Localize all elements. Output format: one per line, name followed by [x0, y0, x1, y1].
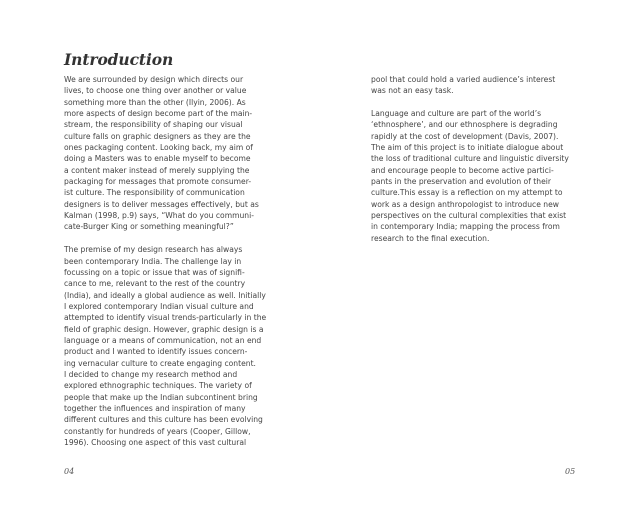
text-line: ing vernacular culture to create engaging content.: [64, 358, 256, 368]
text-line: attempted to identify visual trends-particularly in the: [64, 313, 267, 323]
text-line: culture falls on graphic designers as they are the: [64, 131, 251, 141]
page-number-left: 04: [64, 467, 75, 476]
page-number-right: 05: [565, 467, 576, 476]
text-line: The aim of this project is to initiate dialogue about: [371, 143, 564, 153]
text-line: product and I wanted to identify issues concern-: [64, 347, 248, 357]
text-line: been contemporary India. The challenge lay in: [64, 256, 242, 266]
text-line: designers is to deliver messages effectively, but as: [64, 199, 259, 209]
text-line: ones packaging content. Looking back, my aim of: [64, 143, 253, 153]
text-line: Language and culture are part of the world’s: [371, 109, 542, 119]
paragraph: [64, 244, 296, 448]
text-line: in contemporary India; mapping the process from: [371, 222, 560, 232]
text-line: packaging for messages that promote consumer-: [64, 177, 252, 187]
text-line: something more than the other (Ilyin, 2006). As: [64, 97, 246, 107]
left-text-column: [64, 74, 296, 448]
text-line: I decided to change my research method and: [64, 369, 238, 379]
paragraph: [371, 108, 603, 244]
paragraph: [371, 74, 603, 97]
text-line: explored ethnographic techniques. The variety of: [64, 381, 252, 391]
text-line: stream, the responsibility of shaping our visual: [64, 120, 243, 130]
text-line: a content maker instead of merely supplying the: [64, 165, 250, 175]
text-line: language or a means of communication, not an end: [64, 335, 262, 345]
text-line: was not an easy task.: [371, 86, 454, 96]
text-line: different cultures and this culture has been evolving: [64, 415, 263, 425]
text-line: ist culture. The responsibility of communication: [64, 188, 245, 198]
text-line: cance to me, relevant to the rest of the country: [64, 279, 246, 289]
text-line: ‘ethnosphere’, and our ethnosphere is degrading: [371, 120, 558, 130]
text-line: pool that could hold a varied audience’s interest: [371, 75, 556, 84]
text-line: cate-Burger King or something meaningful?”: [64, 222, 234, 232]
text-line: focussing on a topic or issue that was of signifi-: [64, 267, 245, 277]
text-line: the loss of traditional culture and linguistic diversity: [371, 154, 569, 164]
text-line: 1996). Choosing one aspect of this vast cultural: [64, 438, 247, 447]
text-line: perspectives on the cultural complexities that exist: [371, 211, 567, 221]
text-line: work as a design anthropologist to introduce new: [371, 199, 559, 209]
text-line: pants in the preservation and evolution of their: [371, 177, 551, 187]
text-line: We are surrounded by design which directs our: [64, 75, 244, 84]
text-line: field of graphic design. However, graphic design is a: [64, 324, 264, 334]
section-heading: Introduction: [64, 50, 174, 69]
text-line: doing a Masters was to enable myself to become: [64, 154, 251, 164]
text-line: The premise of my design research has always: [64, 245, 243, 255]
text-line: research to the final execution.: [371, 233, 490, 243]
text-line: people that make up the Indian subcontinent bring: [64, 392, 258, 402]
text-line: culture.This essay is a reflection on my attempt to: [371, 188, 563, 198]
text-line: constantly for hundreds of years (Cooper, Gillow,: [64, 426, 251, 436]
right-text-column: [371, 74, 603, 244]
text-line: lives, to choose one thing over another or value: [64, 86, 247, 96]
text-line: Kalman (1998, p.9) says, “What do you communi-: [64, 211, 254, 221]
paragraph: [64, 74, 296, 233]
text-line: (India), and ideally a global audience as well. Initially: [64, 290, 266, 300]
text-line: rapidly at the cost of development (Davis, 2007).: [371, 131, 559, 141]
text-line: I explored contemporary Indian visual culture and: [64, 301, 254, 311]
text-line: together the influences and inspiration of many: [64, 403, 246, 413]
text-line: more aspects of design become part of the main-: [64, 109, 253, 119]
text-line: and encourage people to become active partici-: [371, 165, 554, 175]
